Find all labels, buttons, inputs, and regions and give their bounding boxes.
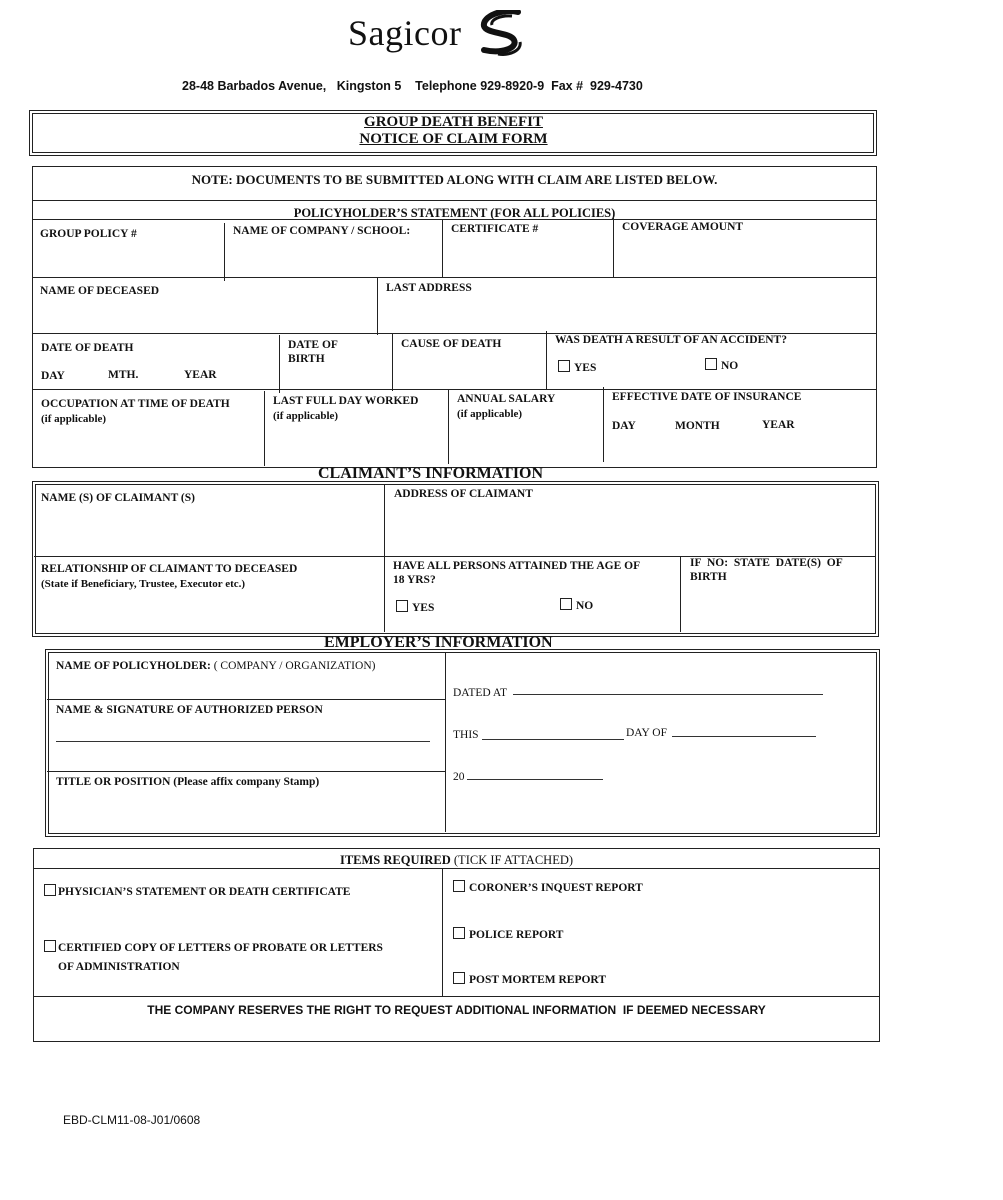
annual-salary-note: (if applicable) [457,408,523,420]
checkbox-icon[interactable] [453,927,465,939]
items-required-heading: ITEMS REQUIRED (TICK IF ATTACHED) [339,853,574,867]
cause-of-death-field[interactable]: CAUSE OF DEATH [401,338,502,350]
date-of-birth-label-line1: DATE OF [288,339,338,351]
eff-month-field[interactable]: MONTH [675,420,720,432]
certificate-field[interactable]: CERTIFICATE # [451,223,539,235]
form-title-line2: NOTICE OF CLAIM FORM [359,131,548,147]
claimant-address-field[interactable]: ADDRESS OF CLAIMANT [394,488,533,500]
authorized-signature-line[interactable] [56,741,430,742]
checkbox-icon[interactable] [453,880,465,892]
year-line[interactable] [467,779,603,780]
age-question-line1: HAVE ALL PERSONS ATTAINED THE AGE OF [393,560,641,572]
form-code: EBD-CLM11-08-J01/0608 [63,1113,201,1127]
year-prefix-label: 20 [453,771,465,783]
coverage-amount-field[interactable]: COVERAGE AMOUNT [622,221,744,233]
documents-note: NOTE: DOCUMENTS TO BE SUBMITTED ALONG WITH CLAIM ARE LISTED BELOW. [191,172,718,187]
disclaimer-text: THE COMPANY RESERVES THE RIGHT TO REQUEST ADDITIONAL INFORMATION IF DEEMED NECESSARY [147,1003,766,1017]
occupation-field[interactable]: OCCUPATION AT TIME OF DEATH [41,398,230,410]
accident-yes-option[interactable]: YES [558,360,596,375]
day-of-line[interactable] [672,736,816,737]
form-title-line1: GROUP DEATH BENEFIT [364,114,543,130]
company-school-field[interactable]: NAME OF COMPANY / SCHOOL: [233,225,411,237]
policyholder-heading: POLICYHOLDER’S STATEMENT (FOR ALL POLICIES) [293,206,616,220]
checkbox-icon[interactable] [396,600,408,612]
accident-no-option[interactable]: NO [705,358,738,373]
authorized-person-field[interactable]: NAME & SIGNATURE OF AUTHORIZED PERSON [56,704,323,716]
effective-date-label: EFFECTIVE DATE OF INSURANCE [612,391,802,403]
probate-letters-item[interactable]: CERTIFIED COPY OF LETTERS OF PROBATE OR LETTERS [44,940,383,955]
day-of-label: DAY OF [626,727,668,739]
accident-question: WAS DEATH A RESULT OF AN ACCIDENT? [555,334,787,346]
if-no-dob-field-line2: BIRTH [690,571,727,583]
post-mortem-item[interactable]: POST MORTEM REPORT [453,972,606,987]
employer-section [45,649,880,837]
last-day-worked-field[interactable]: LAST FULL DAY WORKED [273,395,419,407]
if-no-dob-field-line1[interactable]: IF NO: STATE DATE(S) OF [690,557,843,569]
checkbox-icon[interactable] [560,598,572,610]
age-question-line2: 18 YRS? [393,574,436,586]
age-no-option[interactable]: NO [560,598,593,613]
group-policy-field[interactable]: GROUP POLICY # [40,228,137,240]
this-label: THIS [453,729,479,741]
name-of-deceased-field[interactable]: NAME OF DECEASED [40,285,160,297]
sagicor-s-logo-icon [474,10,528,58]
policyholder-name-field[interactable]: NAME OF POLICYHOLDER: ( COMPANY / ORGANIZATION) [56,660,376,672]
date-of-birth-label-line2[interactable]: BIRTH [288,353,325,365]
checkbox-icon[interactable] [44,940,56,952]
relationship-field[interactable]: RELATIONSHIP OF CLAIMANT TO DECEASED [41,563,298,575]
checkbox-icon[interactable] [453,972,465,984]
eff-day-field[interactable]: DAY [612,420,636,432]
date-of-death-label: DATE OF DEATH [41,342,134,354]
checkbox-icon[interactable] [44,884,56,896]
employer-heading: EMPLOYER’S INFORMATION [324,634,553,651]
title-position-field[interactable]: TITLE OR POSITION (Please affix company Stamp) [56,776,320,788]
dated-at-label: DATED AT [453,687,507,699]
dod-year-field[interactable]: YEAR [184,369,217,381]
age-yes-option[interactable]: YES [396,600,434,615]
this-day-line[interactable] [482,739,624,740]
company-address-line: 28-48 Barbados Avenue, Kingston 5 Telephone 929-8920-9 Fax # 929-4730 [182,79,643,93]
company-name: Sagicor [348,13,462,53]
checkbox-icon[interactable] [705,358,717,370]
annual-salary-field[interactable]: ANNUAL SALARY [457,393,556,405]
last-day-worked-note: (if applicable) [273,410,339,422]
probate-letters-item-line2: OF ADMINISTRATION [58,961,180,973]
dod-month-field[interactable]: MTH. [108,369,139,381]
relationship-note: (State if Beneficiary, Trustee, Executor etc.) [41,578,246,590]
physician-statement-item[interactable]: PHYSICIAN’S STATEMENT OR DEATH CERTIFICATE [44,884,350,899]
dated-at-line[interactable] [513,694,823,695]
claimant-heading: CLAIMANT’S INFORMATION [318,465,544,482]
police-report-item[interactable]: POLICE REPORT [453,927,563,942]
occupation-note: (if applicable) [41,413,107,425]
checkbox-icon[interactable] [558,360,570,372]
dod-day-field[interactable]: DAY [41,370,65,382]
coroner-report-item[interactable]: CORONER’S INQUEST REPORT [453,880,643,895]
claimant-names-field[interactable]: NAME (S) OF CLAIMANT (S) [41,492,195,504]
eff-year-field[interactable]: YEAR [762,419,795,431]
last-address-field[interactable]: LAST ADDRESS [386,282,472,294]
